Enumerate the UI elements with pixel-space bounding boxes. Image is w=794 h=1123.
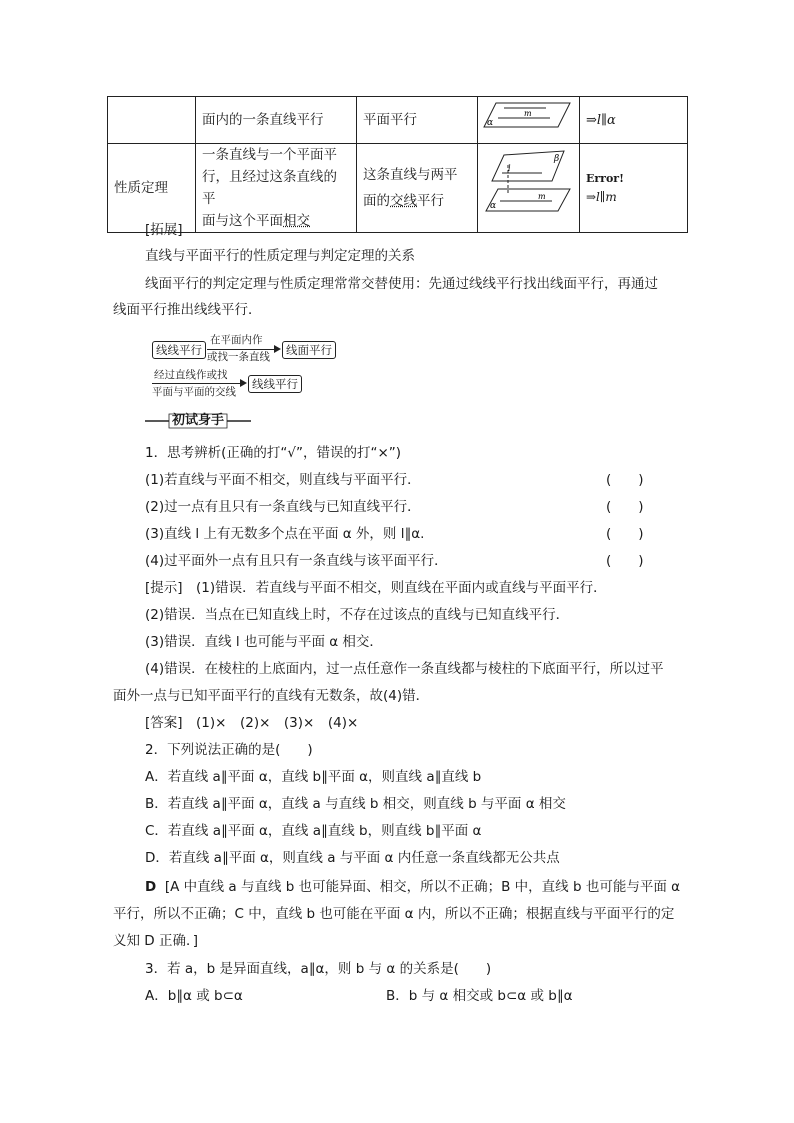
table-cell bbox=[196, 144, 357, 233]
solution-answer-letter: D bbox=[145, 879, 157, 895]
flow-arrow-label: 或找一条直线 bbox=[207, 351, 270, 363]
cell-text-emphasis: 交线 bbox=[390, 193, 417, 209]
error-text: Error! bbox=[586, 172, 624, 185]
m-label: m bbox=[538, 192, 546, 201]
option-b: B．若直线 a∥平面 α，直线 a 与直线 b 相交，则直线 b 与平面 α 相交 bbox=[145, 796, 566, 812]
judgment-item: (1)若直线与平面不相交，则直线与平面平行． bbox=[145, 472, 421, 488]
judgment-item: (2)过一点有且只有一条直线与已知直线平行． bbox=[145, 499, 421, 515]
hint-line: (4)错误．在棱柱的上底面内，过一点任意作一条直线都与棱柱的下底面平行，所以过平 bbox=[145, 661, 664, 677]
table-cell-figure bbox=[478, 144, 580, 233]
arrowhead-icon bbox=[274, 345, 281, 353]
cell-formula: ⇒l∥α bbox=[586, 112, 616, 128]
flow-arrow-label: 经过直线作或找 bbox=[154, 369, 228, 381]
section-title: 初试身手 bbox=[171, 413, 224, 428]
flow-box: 线面平行 bbox=[282, 341, 336, 359]
alpha-label: α bbox=[487, 118, 494, 128]
beta-label: β bbox=[554, 154, 560, 164]
option-a: A．若直线 a∥平面 α，直线 b∥平面 α，则直线 a∥直线 b bbox=[145, 769, 482, 785]
m-label: m bbox=[524, 109, 532, 118]
solution-line: 平行，所以不正确；C 中，直线 b 也可能在平面 α 内，所以不正确；根据直线与平面平行的定 bbox=[113, 906, 675, 922]
expand-paragraph-line: 线面平行推出线线平行． bbox=[113, 302, 262, 318]
solution-line bbox=[145, 877, 680, 897]
answer-blank: ( ) bbox=[606, 553, 644, 569]
table-row bbox=[108, 97, 688, 144]
table-cell-figure bbox=[478, 97, 580, 144]
question-stem: 1．思考辨析(正确的打“√”，错误的打“×”) bbox=[145, 445, 402, 461]
flow-arrow bbox=[207, 349, 277, 350]
flow-arrow-label: 在平面内作 bbox=[210, 334, 263, 346]
judgment-item: (4)过平面外一点有且只有一条直线与该平面平行． bbox=[145, 553, 448, 569]
cell-text: 面的 bbox=[363, 193, 390, 209]
expand-tag: [拓展] bbox=[145, 222, 183, 238]
hint-line: [提示] (1)错误．若直线与平面不相交，则直线在平面内或直线与平面平行． bbox=[145, 580, 607, 596]
flow-box: 线线平行 bbox=[152, 341, 206, 359]
arrowhead-icon bbox=[240, 379, 247, 387]
table-cell bbox=[357, 144, 478, 233]
answer-blank: ( ) bbox=[606, 472, 644, 488]
answer-line: [答案] (1)× (2)× (3)× (4)× bbox=[145, 715, 359, 731]
table-cell-empty bbox=[108, 97, 196, 144]
cell-text: 面与这个平面 bbox=[202, 213, 283, 229]
hint-line: (2)错误．当点在已知直线上时，不存在过该点的直线与已知直线平行． bbox=[145, 607, 570, 623]
cell-text: 性质定理 bbox=[114, 180, 168, 196]
expand-heading: 直线与平面平行的性质定理与判定定理的关系 bbox=[145, 248, 415, 264]
hint-line: (3)错误．直线 l 也可能与平面 α 相交． bbox=[145, 634, 383, 650]
cell-text: 行，且经过这条直线的平 bbox=[202, 169, 337, 207]
option-b: B．b 与 α 相交或 b⊂α 或 b∥α bbox=[386, 988, 573, 1004]
table-row bbox=[108, 144, 688, 233]
option-a: A．b∥α 或 b⊂α bbox=[145, 988, 243, 1004]
question-stem: 3．若 a，b 是异面直线，a∥α，则 b 与 α 的关系是( ) bbox=[145, 961, 492, 977]
hint-line: 面外一点与已知平面平行的直线有无数条，故(4)错． bbox=[113, 688, 430, 704]
cell-formula: ⇒l∥m bbox=[586, 190, 617, 204]
expand-paragraph-line: 线面平行的判定定理与性质定理常常交替使用：先通过线线平行找出线面平行，再通过 bbox=[145, 276, 658, 292]
answer-blank: ( ) bbox=[606, 526, 644, 542]
answer-blank: ( ) bbox=[606, 499, 644, 515]
cell-text: 一条直线与一个平面平 bbox=[202, 147, 337, 163]
cell-text: 平行 bbox=[417, 193, 444, 209]
flow-arrow-label: 平面与平面的交线 bbox=[152, 386, 236, 398]
table-cell bbox=[357, 97, 478, 144]
judgment-item: (3)直线 l 上有无数多个点在平面 α 外，则 l∥α. bbox=[145, 526, 425, 542]
l-label: l bbox=[508, 164, 511, 173]
cell-text: 这条直线与两平 bbox=[363, 167, 458, 183]
solution-line: 义知 D 正确．] bbox=[113, 933, 198, 949]
table-cell bbox=[196, 97, 357, 144]
cell-text-emphasis: 相交 bbox=[283, 213, 310, 229]
alpha-label: α bbox=[490, 201, 497, 211]
flow-box: 线线平行 bbox=[248, 375, 302, 393]
cell-text: 平面平行 bbox=[363, 112, 417, 128]
flow-arrow bbox=[152, 383, 242, 384]
theorem-table bbox=[107, 96, 688, 233]
question-stem: 2．下列说法正确的是( ) bbox=[145, 742, 313, 758]
cell-text: 面内的一条直线平行 bbox=[202, 112, 324, 128]
table-cell bbox=[580, 144, 688, 233]
option-c: C．若直线 a∥平面 α，直线 a∥直线 b，则直线 b∥平面 α bbox=[145, 823, 482, 839]
plane-figure-1 bbox=[478, 97, 578, 135]
option-d: D．若直线 a∥平面 α，则直线 a 与平面 α 内任意一条直线都无公共点 bbox=[145, 850, 560, 866]
table-cell bbox=[580, 97, 688, 144]
plane-figure-2 bbox=[478, 145, 578, 223]
solution-text: [A 中直线 a 与直线 b 也可能异面、相交，所以不正确；B 中，直线 b 也可能与平面 α bbox=[164, 879, 681, 895]
